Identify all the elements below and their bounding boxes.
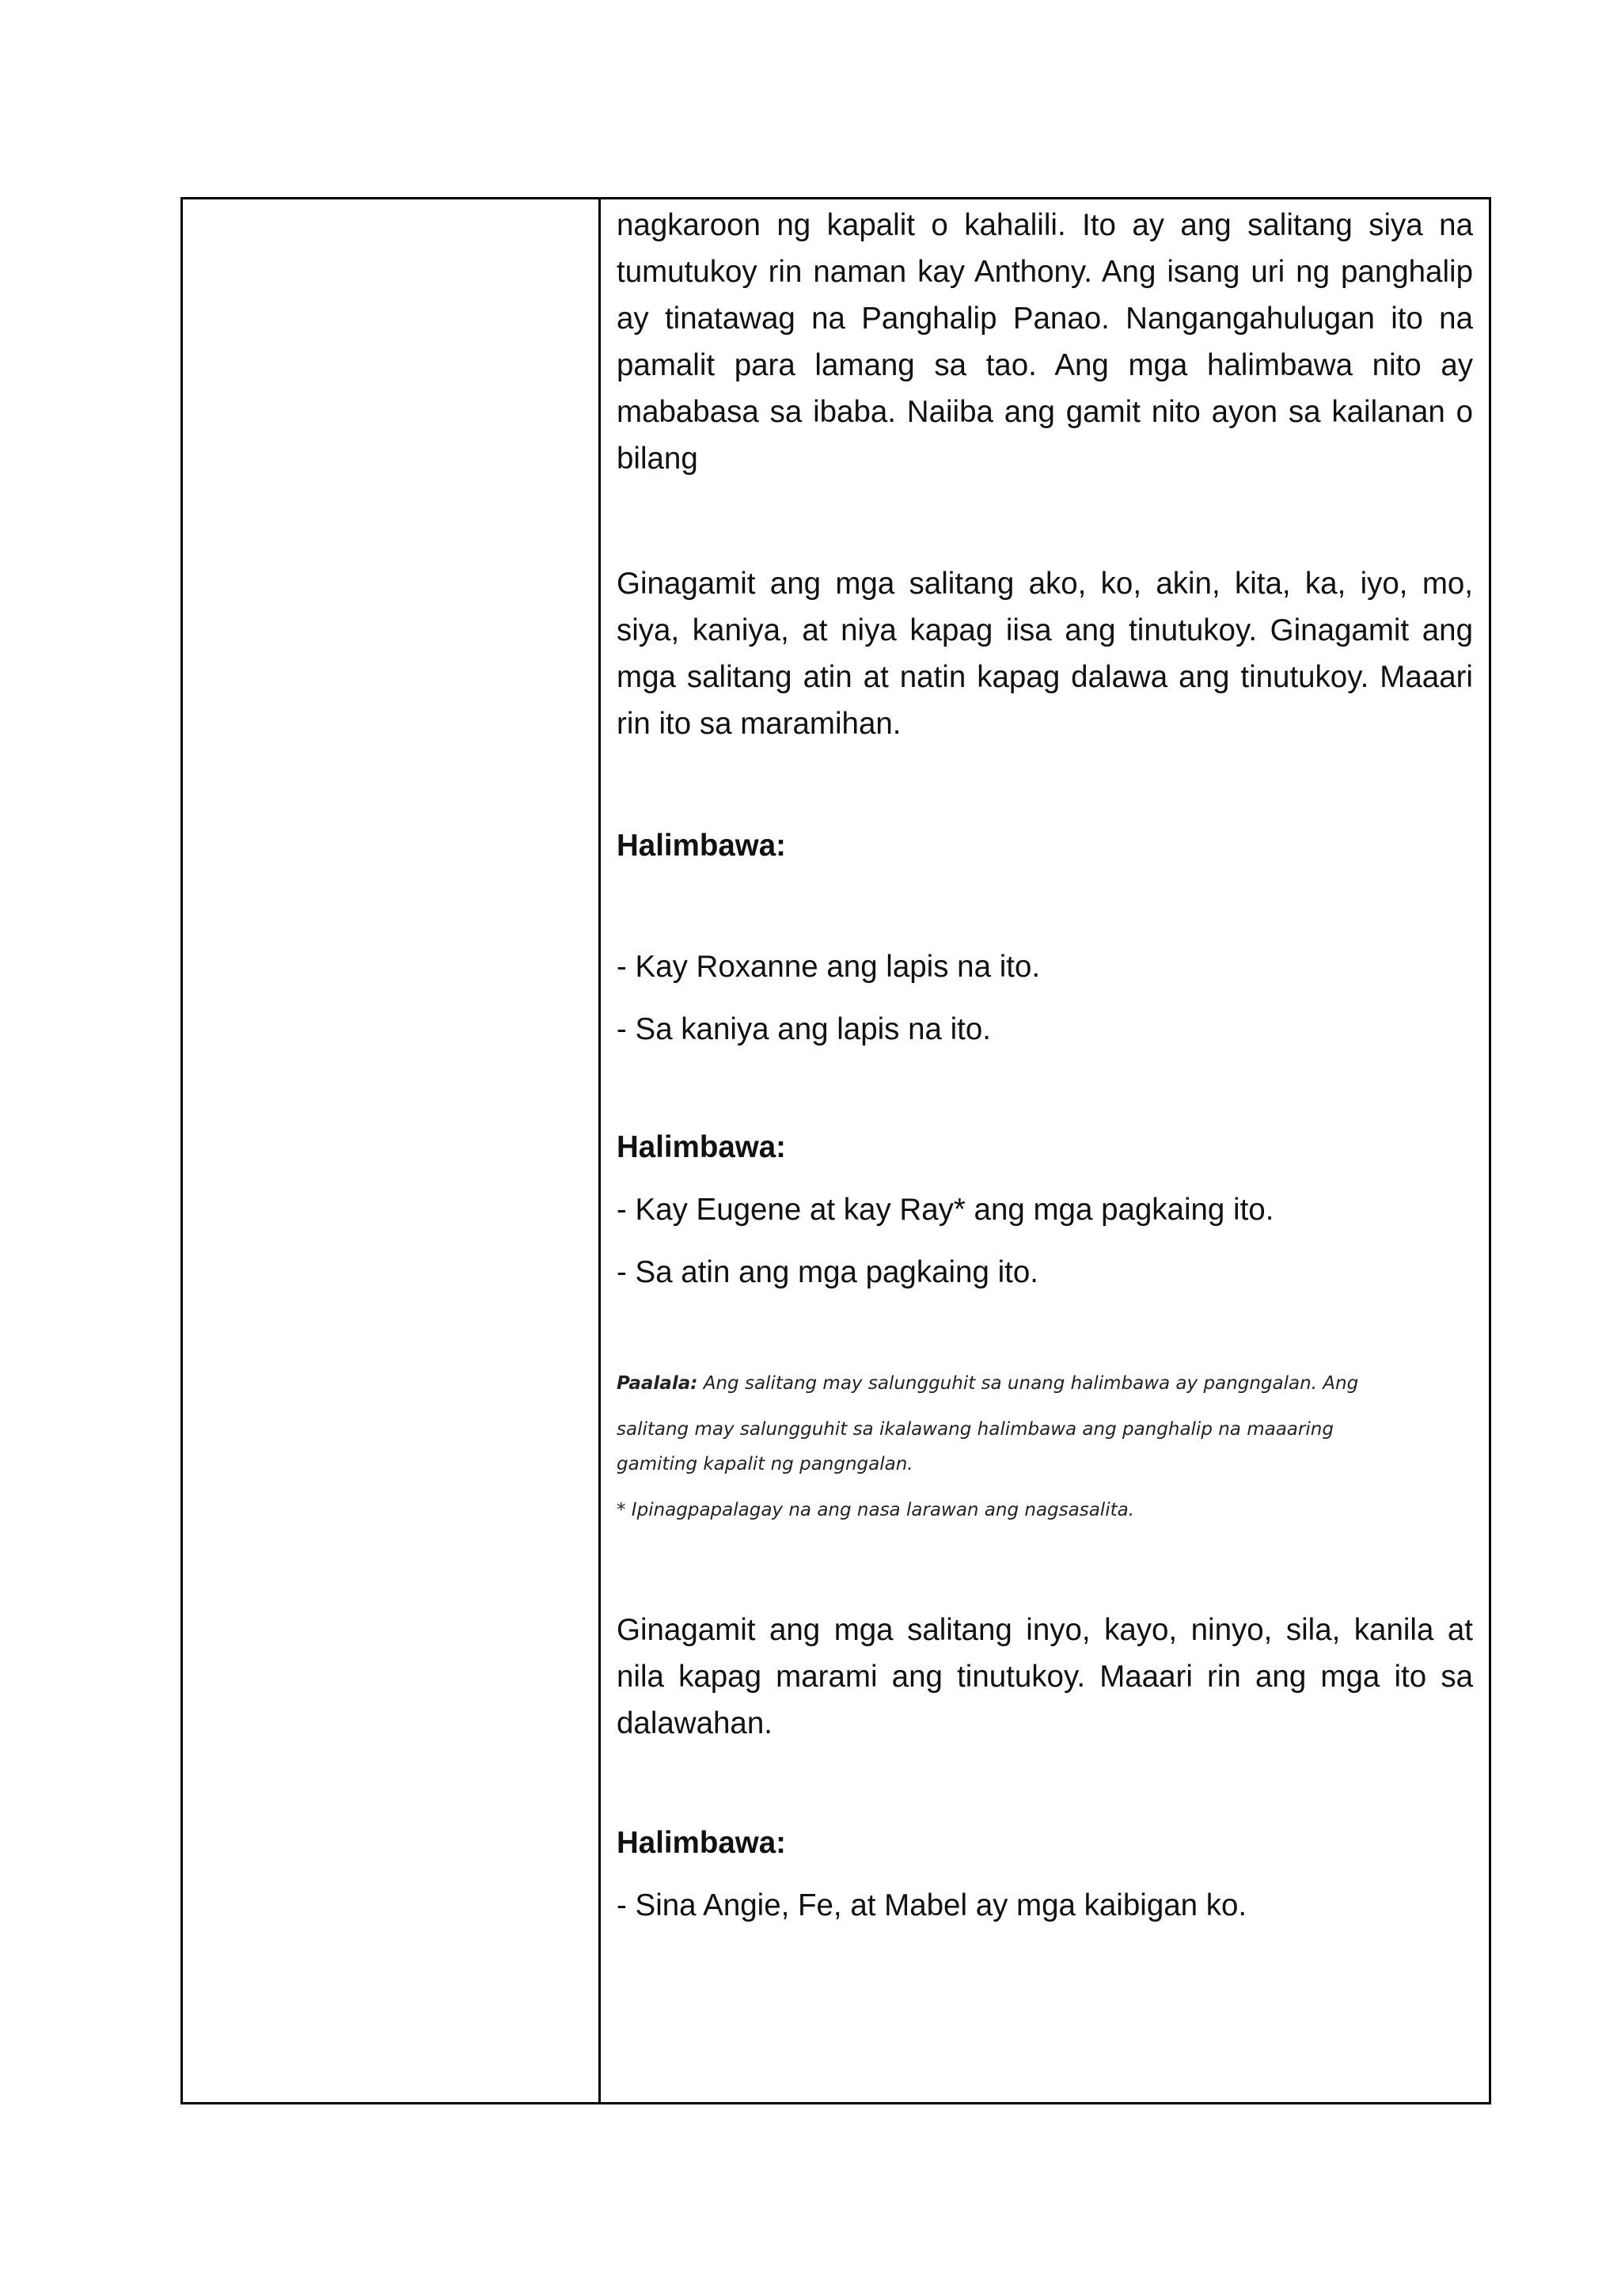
note-line-2: salitang may salungguhit sa ikalawang halimbawa ang panghalip na maaaring bbox=[617, 1419, 1334, 1440]
example-heading-2: Halimbawa: bbox=[617, 1130, 786, 1164]
example-heading-1: Halimbawa: bbox=[617, 829, 786, 863]
intro-paragraph: nagkaroon ng kapalit o kahalili. Ito ay ang salitang siya na tumutukoy rin naman kay Anthony. Ang isang uri ng panghalip ay tinatawag na Panghalip Panao. Nangangahulugan ito na pamalit para lamang sa tao. Ang mga halimbawa nito ay mababasa sa ibaba. Naiiba ang gamit nito ayon sa kailanan o bilang bbox=[617, 208, 1473, 476]
table-left-column bbox=[183, 199, 601, 2102]
note-text-1: Ang salitang may salungguhit sa unang halimbawa ay pangngalan. Ang bbox=[697, 1373, 1359, 1394]
lesson-table bbox=[180, 197, 1491, 2104]
example-3a: - Sina Angie, Fe, at Mabel ay mga kaibigan ko. bbox=[617, 1888, 1247, 1922]
table-right-column bbox=[601, 199, 1489, 2102]
note-label: Paalala: bbox=[617, 1373, 698, 1394]
example-1b: - Sa kaniya ang lapis na ito. bbox=[617, 1012, 991, 1046]
note-footnote: * Ipinagpapalagay na ang nasa larawan ang nagsasalita. bbox=[617, 1500, 1135, 1520]
example-2b: - Sa atin ang mga pagkaing ito. bbox=[617, 1255, 1038, 1289]
example-heading-3: Halimbawa: bbox=[617, 1826, 786, 1860]
singular-usage-paragraph: Ginagamit ang mga salitang ako, ko, akin, kita, ka, iyo, mo, siya, kaniya, at niya kapag iisa ang tinutukoy. Ginagamit ang mga salitang atin at natin kapag dalawa ang tinutukoy. Maaari rin ito sa maramihan. bbox=[617, 567, 1473, 741]
note-line-3: gamiting kapalit ng pangngalan. bbox=[617, 1454, 913, 1474]
example-2a: - Kay Eugene at kay Ray* ang mga pagkaing ito. bbox=[617, 1193, 1274, 1227]
plural-usage-paragraph: Ginagamit ang mga salitang inyo, kayo, ninyo, sila, kanila at nila kapag marami ang tinutukoy. Maaari rin ang mga ito sa dalawahan. bbox=[617, 1613, 1473, 1740]
note-line-1 bbox=[617, 1366, 1473, 1401]
example-1a: - Kay Roxanne ang lapis na ito. bbox=[617, 950, 1041, 984]
